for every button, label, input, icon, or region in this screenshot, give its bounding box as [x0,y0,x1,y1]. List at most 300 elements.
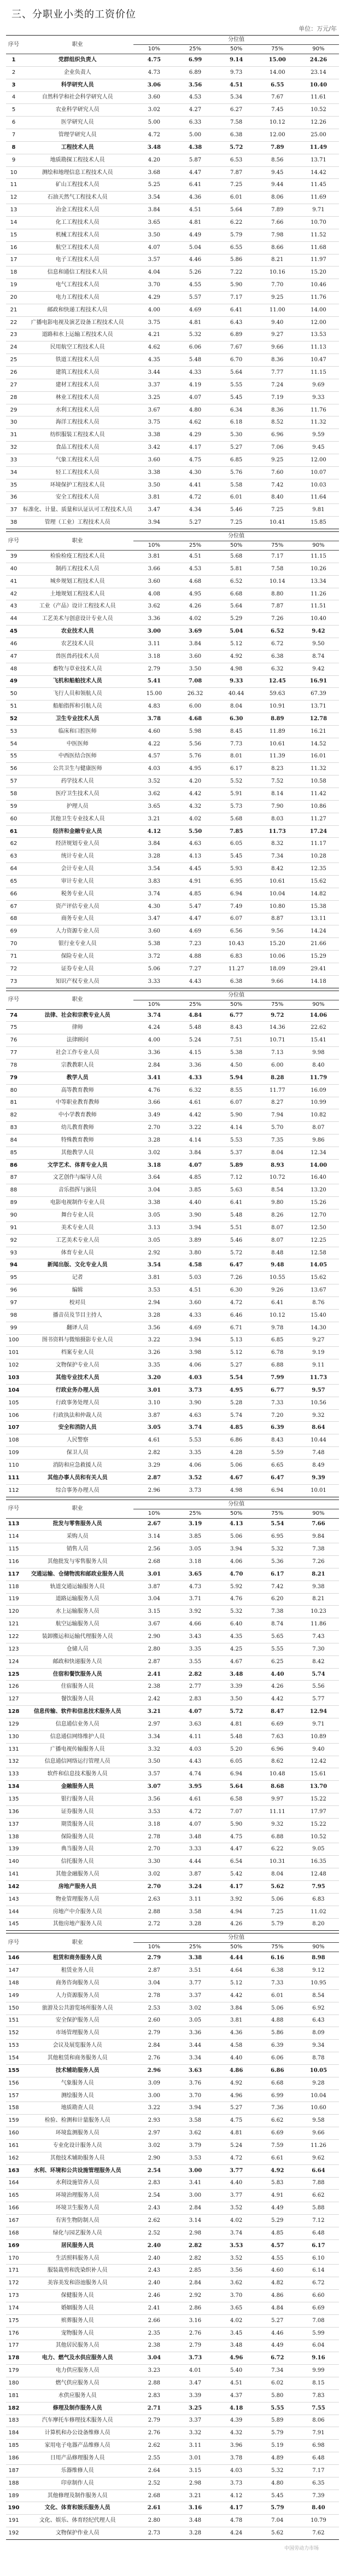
wage-value: 8.47 [257,1706,298,1718]
wage-value: 6.02 [257,2377,298,2390]
wage-value: 15.38 [298,900,339,913]
wage-value: 4.88 [257,2015,298,2027]
wage-value: 9.26 [257,1284,298,1297]
occupation-name: 知识产权专业人员 [21,975,133,988]
header-percentile: 50% [216,541,257,551]
wage-value: 3.16 [174,2502,215,2515]
wage-value: 4.34 [174,504,215,517]
row-number: 172 [6,2277,21,2290]
wage-value: 4.15 [174,1047,215,1060]
row-number: 24 [6,341,21,354]
wage-value: 4.13 [216,1518,257,1531]
wage-value: 29.41 [298,963,339,975]
wage-value: 7.63 [257,1730,298,1743]
row-number: 114 [6,1531,21,1543]
row-number: 132 [6,1756,21,1768]
wage-value: 9.40 [257,316,298,329]
wage-value: 5.06 [257,2002,298,2015]
occupation-name: 高等教育教师 [21,1084,133,1097]
header-no: 序号 [6,991,21,1009]
occupation-name: 美术专业人员 [21,1222,133,1234]
wage-value: 3.60 [174,1297,215,1310]
wage-value: 3.28 [174,2527,215,2540]
wage-value: 4.81 [174,216,215,229]
wage-value: 4.72 [133,129,174,142]
wage-value: 7.94 [257,1109,298,1122]
wage-value: 4.72 [174,491,215,504]
table-row [6,2164,339,2177]
wage-value: 4.46 [174,254,215,267]
wage-value: 8.04 [257,1147,298,1159]
occupation-name: 中西医结合医师 [21,750,133,763]
occupation-name: 电力供应服务人员 [21,2365,133,2377]
wage-value: 7.66 [257,216,298,229]
wage-value: 7.12 [216,1172,257,1184]
table-row [6,1447,339,1460]
table-row [6,341,339,354]
occupation-name: 其他居民服务人员 [21,2340,133,2352]
table-row [6,1843,339,1856]
row-number: 6 [6,117,21,129]
row-number: 87 [6,1172,21,1184]
wage-value: 2.93 [133,2115,174,2127]
wage-value: 6.89 [174,66,215,79]
row-number: 152 [6,2027,21,2040]
wage-value: 9.58 [298,2115,339,2127]
row-number: 68 [6,913,21,925]
occupation-name: 护理人员 [21,800,133,813]
wage-value: 24.26 [298,54,339,67]
table-row [6,1818,339,1831]
table-body [6,54,339,529]
table-row [6,1272,339,1284]
wage-value: 5.47 [174,900,215,913]
wage-value: 5.25 [133,179,174,192]
wage-value: 5.00 [174,129,215,142]
header-percentile-group: 分位值 [133,991,339,1000]
wage-value: 4.61 [174,1097,215,1109]
header-name: 职业 [21,1934,133,1952]
header-no: 序号 [6,1934,21,1952]
table-row [6,192,339,204]
wage-value: 4.49 [257,2202,298,2215]
wage-value: 5.55 [216,379,257,391]
row-number: 32 [6,442,21,454]
row-number: 91 [6,1222,21,1234]
wage-value: 7.07 [216,1805,257,1818]
row-number: 175 [6,2314,21,2327]
wage-value: 4.07 [174,391,215,404]
wage-value: 4.49 [174,229,215,241]
wage-value: 8.36 [257,404,298,416]
table-row [6,725,339,738]
table-row [6,204,339,217]
wage-value: 3.05 [174,2015,215,2027]
table-row [6,713,339,726]
wage-value: 2.46 [133,2290,174,2302]
wage-value: 10.07 [298,466,339,479]
wage-value: 2.64 [133,2464,174,2477]
wage-value: 3.75 [133,416,174,429]
wage-value: 3.07 [133,1781,174,1793]
wage-value: 3.90 [174,1209,215,1222]
wage-value: 3.22 [174,1122,215,1134]
wage-value: 8.21 [298,1593,339,1606]
row-number: 90 [6,1209,21,1222]
occupation-name: 批发与零售服务人员 [21,1518,133,1531]
wage-value: 4.92 [257,2164,298,2177]
wage-value: 6.62 [298,2190,339,2202]
table-row [6,600,339,613]
wage-value: 3.67 [133,1618,174,1631]
wage-value: 11.45 [298,179,339,192]
table-row [6,429,339,442]
wage-value: 2.73 [133,2527,174,2540]
wage-value: 6.95 [257,1531,298,1543]
occupation-name: 建筑工程技术人员 [21,367,133,379]
wage-value: 4.85 [174,1172,215,1184]
wage-value: 2.77 [174,1681,215,1693]
header-percentile: 90% [298,45,339,54]
table-row [6,2002,339,2015]
wage-value: 4.75 [216,2115,257,2127]
wage-value: 9.56 [257,925,298,938]
occupation-name: 银行服务人员 [21,1793,133,1806]
occupation-name: 科学研究人员 [21,79,133,91]
row-number: 36 [6,491,21,504]
occupation-name: 家用电子电器产品维修人员 [21,2440,133,2452]
wage-value: 5.83 [257,2177,298,2190]
wage-value: 9.45 [257,166,298,179]
table-row [6,938,339,951]
wage-value: 8.74 [298,650,339,663]
table-row [6,2040,339,2052]
wage-value: 4.06 [174,1359,215,1372]
wage-value: 2.66 [133,2314,174,2327]
wage-value: 3.01 [174,2452,215,2465]
wage-value: 6.38 [216,975,257,988]
wage-value: 3.34 [174,2052,215,2065]
occupation-name: 中医医师 [21,738,133,750]
table-row [6,179,339,192]
wage-value: 6.38 [257,650,298,663]
wage-value: 5.27 [174,517,215,529]
row-number: 44 [6,613,21,626]
wage-value: 3.01 [133,1384,174,1397]
occupation-name: 租赁业务人员 [21,1965,133,1977]
wage-value: 8.09 [298,2027,339,2040]
wage-value: 17.97 [298,1805,339,1818]
wage-value: 13.11 [298,913,339,925]
wage-value: 6.53 [216,154,257,166]
occupation-name: 轨道交通运输服务人员 [21,1581,133,1593]
wage-value: 6.72 [257,638,298,650]
row-number: 98 [6,1309,21,1322]
row-number: 64 [6,863,21,876]
wage-value: 6.10 [298,2252,339,2265]
table-row [6,2327,339,2340]
wage-value: 21.66 [298,938,339,951]
wage-value: 7.33 [257,1977,298,1990]
header-row-1 [6,991,339,1000]
table-row [6,2352,339,2365]
wage-value: 6.99 [257,2089,298,2102]
table-row [6,1259,339,1272]
wage-value: 8.04 [216,701,257,713]
wage-value: 25.00 [298,129,339,142]
wage-value: 3.53 [133,1805,174,1818]
wage-value: 9.38 [298,1581,339,1593]
wage-value: 4.44 [216,1952,257,1965]
wage-value: 9.50 [298,638,339,650]
wage-value: 8.14 [257,788,298,801]
table-row [6,2215,339,2227]
occupation-name: 药学技术人员 [21,775,133,788]
occupation-name: 其他租赁和商务服务人员 [21,2052,133,2065]
table-row [6,1184,339,1197]
wage-value: 15.26 [298,1197,339,1209]
occupation-name: 居民服务人员 [21,2239,133,2252]
table-row [6,2265,339,2277]
wage-value: 9.39 [298,1472,339,1484]
wage-value: 11.13 [298,341,339,354]
table-row [6,2302,339,2314]
wage-value: 6.32 [257,663,298,675]
wage-value: 6.48 [298,2227,339,2239]
wage-value: 4.33 [174,367,215,379]
wage-value: 10.99 [298,1097,339,1109]
occupation-name: 广播电视传输服务人员 [21,1743,133,1756]
wage-value: 2.52 [133,2477,174,2490]
wage-value: 3.94 [174,2102,215,2115]
table-row [6,491,339,504]
row-number: 116 [6,1556,21,1568]
wage-value: 3.02 [133,104,174,117]
row-number: 122 [6,1631,21,1643]
wage-value: 2.68 [133,2490,174,2502]
wage-value: 12.35 [298,863,339,876]
occupation-name: 公共卫生与健康医师 [21,763,133,775]
wage-value: 6.05 [216,1756,257,1768]
wage-value: 3.37 [174,1989,215,2002]
row-number: 73 [6,975,21,988]
wage-value: 6.48 [298,2452,339,2465]
wage-value: 7.24 [257,379,298,391]
header-percentile: 75% [257,1509,298,1518]
wage-value: 3.74 [133,1009,174,1022]
wage-value: 4.60 [133,725,174,738]
row-number: 107 [6,1422,21,1434]
wage-value: 6.85 [257,1334,298,1347]
row-number: 92 [6,1234,21,1247]
occupation-name: 校对员 [21,1297,133,1310]
table-row [6,1234,339,1247]
row-number: 178 [6,2352,21,2365]
row-number: 18 [6,267,21,279]
wage-value: 10.71 [257,1034,298,1047]
wage-value: 3.50 [133,479,174,491]
wage-value: 4.24 [133,1022,174,1034]
table-row [6,688,339,701]
row-number: 41 [6,575,21,588]
wage-value: 4.75 [174,454,215,467]
row-number: 71 [6,951,21,963]
wage-value: 3.32 [174,2427,215,2440]
row-number: 133 [6,1768,21,1781]
row-number: 171 [6,2265,21,2277]
wage-value: 2.79 [133,2415,174,2427]
wage-value: 4.42 [216,1989,257,2002]
table-row [6,1022,339,1034]
header-percentile-group: 分位值 [133,532,339,541]
wage-value: 6.43 [216,316,257,329]
wage-value: 2.79 [133,2027,174,2040]
wage-value: 7.89 [257,141,298,154]
row-number: 25 [6,354,21,367]
wage-value: 14.42 [298,166,339,179]
wage-value: 4.33 [174,1309,215,1322]
wage-value: 11.89 [257,725,298,738]
table-row [6,701,339,713]
table-row [6,1593,339,1606]
wage-value: 4.89 [257,2452,298,2465]
wage-value: 4.47 [174,913,215,925]
row-number: 86 [6,1159,21,1172]
occupation-name: 信托服务人员 [21,1856,133,1868]
table-row [6,416,339,429]
wage-value: 3.04 [133,1184,174,1197]
wage-value: 4.82 [257,2277,298,2290]
occupation-name: 机械工程技术人员 [21,229,133,241]
wage-value: 4.98 [216,1484,257,1497]
row-number: 40 [6,563,21,575]
table-row [6,2089,339,2102]
wage-value: 6.88 [257,1359,298,1372]
table-row [6,267,339,279]
table-row [6,1880,339,1893]
table-row [6,750,339,763]
wage-value: 67.39 [298,688,339,701]
occupation-name: 行政执法和仲裁人员 [21,1409,133,1422]
wage-value: 4.42 [257,1693,298,1706]
wage-value: 7.20 [257,1409,298,1422]
occupation-name: 信息和通信工程技术人员 [21,267,133,279]
wage-value: 13.67 [298,1284,339,1297]
wage-value: 4.07 [174,1159,215,1172]
table-block [6,1933,339,2540]
wage-value: 2.98 [174,2477,215,2490]
wage-value: 6.85 [216,454,257,467]
wage-value: 13.70 [298,1781,339,1793]
wage-value: 3.74 [174,1422,215,1434]
wage-value: 3.60 [133,925,174,938]
wage-value: 6.55 [216,241,257,254]
wage-value: 9.44 [257,179,298,192]
wage-value: 8.64 [298,1422,339,1434]
occupation-name: 铁道工程技术人员 [21,354,133,367]
row-number: 93 [6,1247,21,1259]
occupation-name: 工业（产品）设计工程技术人员 [21,600,133,613]
occupation-name: 冶金工程技术人员 [21,204,133,217]
wage-value: 4.29 [133,292,174,304]
wage-value: 2.80 [133,1643,174,1655]
wage-value: 3.65 [133,216,174,229]
wage-value: 15.29 [298,951,339,963]
wage-value: 11.73 [298,1372,339,1385]
wage-value: 3.73 [216,2477,257,2490]
wage-value: 8.54 [257,1184,298,1197]
table-row [6,1397,339,1409]
wage-value: 10.56 [298,1397,339,1409]
header-percentile: 90% [298,1509,339,1518]
wage-value: 4.75 [133,54,174,67]
wage-value: 4.26 [174,600,215,613]
wage-value: 8.15 [298,2377,339,2390]
wage-value: 2.35 [133,2327,174,2340]
wage-value: 4.84 [174,1009,215,1022]
wage-value: 7.25 [257,504,298,517]
row-number: 165 [6,2190,21,2202]
wage-value: 10.26 [298,563,339,575]
wage-value: 3.05 [133,1422,174,1434]
occupation-name: 统计专业人员 [21,850,133,863]
wage-value: 2.42 [133,1693,174,1706]
wage-value: 3.77 [174,1977,215,1990]
row-number: 143 [6,1893,21,1906]
wage-value: 10.95 [298,1977,339,1990]
wage-value: 5.27 [216,2102,257,2115]
row-number: 23 [6,329,21,341]
wage-value: 2.92 [174,2290,215,2302]
occupation-name: 消防和应急救援人员 [21,1459,133,1472]
wage-value: 16.40 [298,1172,339,1184]
table-row [6,913,339,925]
wage-value: 5.29 [257,2215,298,2227]
row-number: 29 [6,404,21,416]
wage-value: 13.53 [298,329,339,341]
wage-value: 5.32 [257,1543,298,1556]
wage-value: 3.96 [216,2440,257,2452]
row-number: 5 [6,104,21,117]
wage-value: 3.87 [133,1409,174,1422]
table-row [6,517,339,529]
occupation-name: 婚姻服务人员 [21,2302,133,2314]
wage-value: 12.94 [298,1706,339,1718]
row-number: 50 [6,688,21,701]
row-number: 88 [6,1184,21,1197]
row-number: 146 [6,1952,21,1965]
wage-value: 3.52 [133,775,174,788]
table-row [6,129,339,142]
occupation-name: 金融服务人员 [21,1781,133,1793]
wage-value: 9.14 [216,54,257,67]
occupation-name: 管理学研究人员 [21,129,133,142]
wage-value: 26.32 [174,688,215,701]
table-row [6,2227,339,2239]
wage-value: 15.62 [298,876,339,888]
occupation-name: 软件和信息技术服务人员 [21,1768,133,1781]
wage-value: 8.55 [216,1084,257,1097]
wage-value: 8.21 [257,254,298,267]
table-row [6,2115,339,2127]
wage-table [6,1500,339,1931]
wage-value: 3.77 [216,2190,257,2202]
header-percentile: 10% [133,1509,174,1518]
wage-value: 3.36 [133,1047,174,1060]
table-row [6,2177,339,2190]
occupation-name: 广播电影电视及演艺设备工程技术人员 [21,316,133,329]
row-number: 186 [6,2452,21,2465]
